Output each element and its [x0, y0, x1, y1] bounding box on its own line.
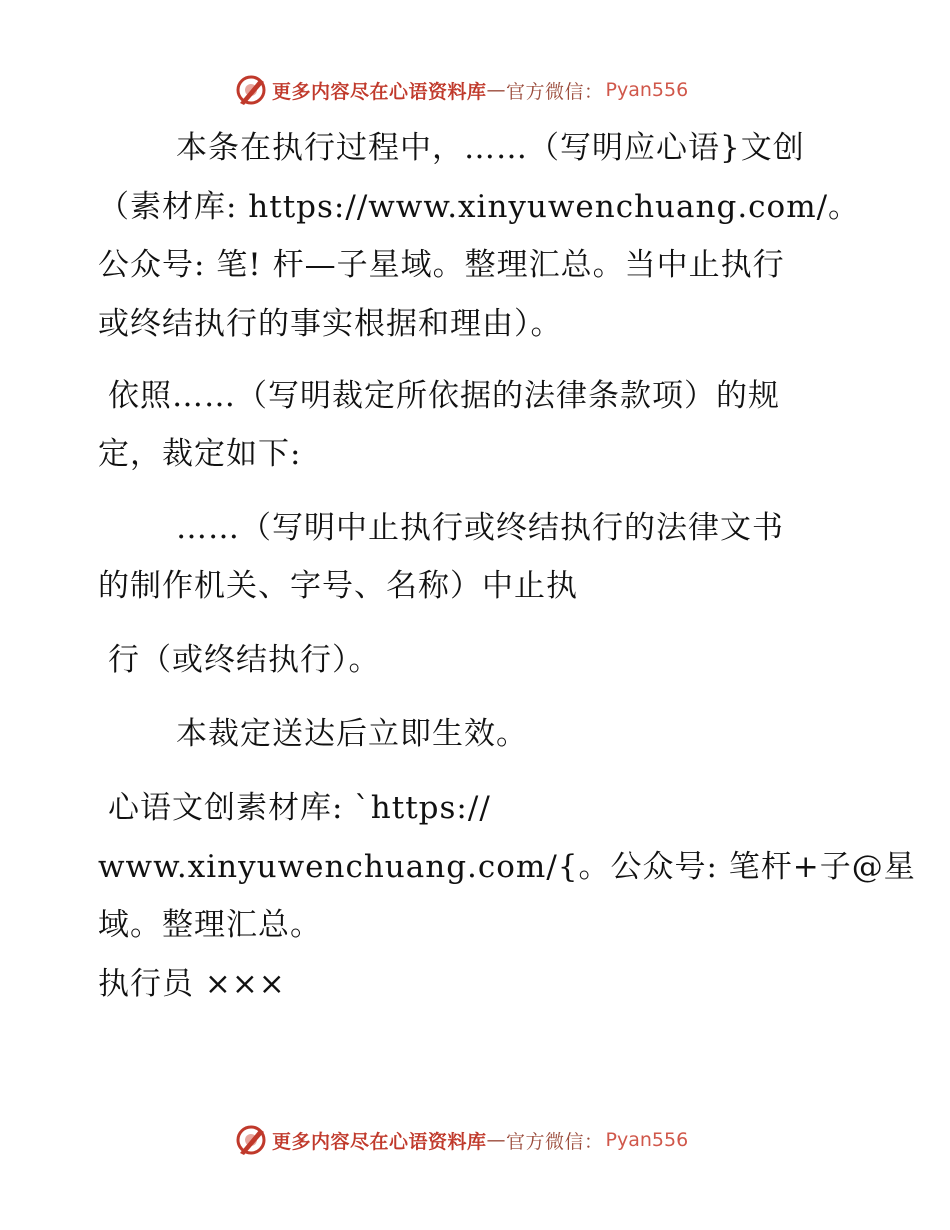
banner-account: Pyan556	[605, 1129, 689, 1151]
banner-account: Pyan556	[605, 79, 689, 101]
footer-banner	[234, 1122, 688, 1158]
header-banner	[234, 72, 688, 108]
pen-circle-icon	[234, 73, 268, 107]
body-line-4: 或终结执行的事实根据和理由）。	[98, 306, 563, 342]
banner-lead-text: 更多内容尽在心语资料库	[272, 1130, 487, 1153]
signature-line: 执行员 ×××	[98, 966, 286, 1002]
body-line-11: 心语文创素材库: `https://	[108, 790, 491, 826]
body-line-1: 本条在执行过程中，……（写明应心语}文创	[176, 130, 805, 166]
body-line-3: 公众号: 笔! 杆—子星域。整理汇总。当中止执行	[98, 247, 785, 283]
body-line-8: 的制作机关、字号、名称）中止执	[98, 568, 578, 604]
body-line-7: ……（写明中止执行或终结执行的法律文书	[176, 510, 784, 546]
body-line-6: 定，裁定如下:	[98, 436, 302, 472]
banner-wechat-label: 官方微信：	[506, 1130, 604, 1153]
body-line-2: （素材库: https://www.xinyuwenchuang.com/。	[98, 189, 861, 225]
banner-wechat-label: 官方微信：	[506, 80, 604, 103]
banner-separator: —	[486, 79, 507, 101]
banner-lead-text: 更多内容尽在心语资料库	[272, 80, 487, 103]
body-line-10: 本裁定送达后立即生效。	[176, 716, 528, 752]
body-line-12: www.xinyuwenchuang.com/{。公众号: 笔杆+子@星	[98, 849, 916, 885]
body-line-9: 行（或终结执行）。	[108, 642, 381, 678]
pen-circle-icon	[234, 1123, 268, 1157]
body-line-5: 依照……（写明裁定所依据的法律条款项）的规	[108, 378, 780, 414]
body-line-13: 域。整理汇总。	[98, 907, 322, 943]
banner-separator: —	[486, 1129, 507, 1151]
